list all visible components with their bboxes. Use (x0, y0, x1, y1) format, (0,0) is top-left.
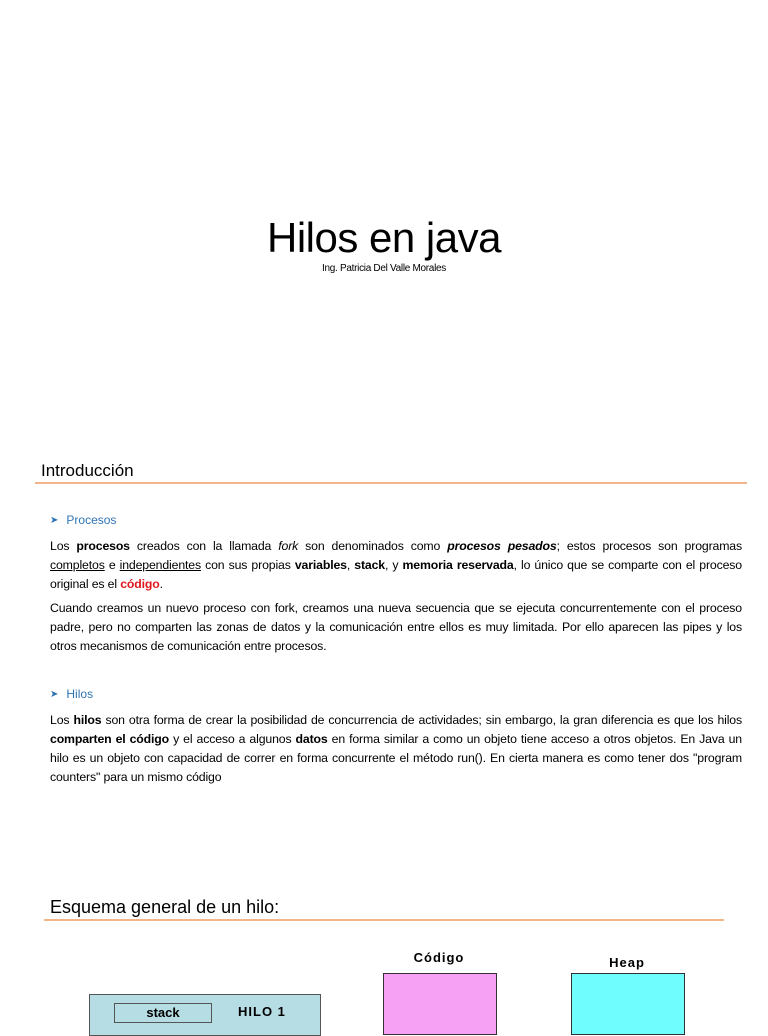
esquema-heading: Esquema general de un hilo: (50, 897, 280, 917)
heap-box (571, 973, 685, 1035)
bullet-procesos (50, 513, 116, 527)
intro-heading: Introducción (41, 461, 134, 480)
procesos-paragraph-1: Los procesos creados con la llamada fork son denominados como procesos pesados; estos procesos son programas completos e independientes con sus propias variables, stack, y memoria reservada, lo único que se comparte con el proceso original es el código. (50, 539, 742, 591)
bullet-procesos-label: Procesos (66, 513, 117, 527)
intro-divider (35, 482, 747, 484)
arrowhead-bullet-icon: ➤ (50, 514, 59, 526)
codigo-box (383, 973, 497, 1035)
heap-label: Heap (609, 955, 645, 970)
procesos-paragraph-2: Cuando creamos un nuevo proceso con fork, creamos una nueva secuencia que se ejecuta concurrentemente con el proceso padre, pero no comparten las zonas de datos y la comunicación entre ellos es muy limitada. Por ello aparecen las pipes y los otros mecanismos de comunicación entre procesos. (50, 601, 742, 653)
stack-cell: stack (114, 1003, 212, 1023)
hilo1-label: HILO 1 (238, 1004, 286, 1019)
esquema-divider (44, 919, 724, 921)
hilos-paragraph-1: Los hilos son otra forma de crear la posibilidad de concurrencia de actividades; sin embargo, la gran diferencia es que los hilos comparten el código y el acceso a algunos datos en forma similar a como un objeto tiene acceso a otros objetos. En Java un hilo es un objeto con capacidad de correr en forma concurrente el método run(). En cierta manera es como tener dos "program counters" para un mismo código (50, 713, 742, 784)
document-title: Hilos en java (267, 214, 501, 261)
author-line: Ing. Patricia Del Valle Morales (322, 263, 446, 274)
arrowhead-bullet-icon: ➤ (50, 688, 59, 700)
hilo1-stack-bar (89, 994, 321, 1036)
codigo-highlight: código (120, 577, 160, 591)
codigo-label: Código (413, 950, 465, 965)
bullet-hilos (50, 687, 93, 701)
bullet-hilos-label: Hilos (66, 687, 94, 701)
